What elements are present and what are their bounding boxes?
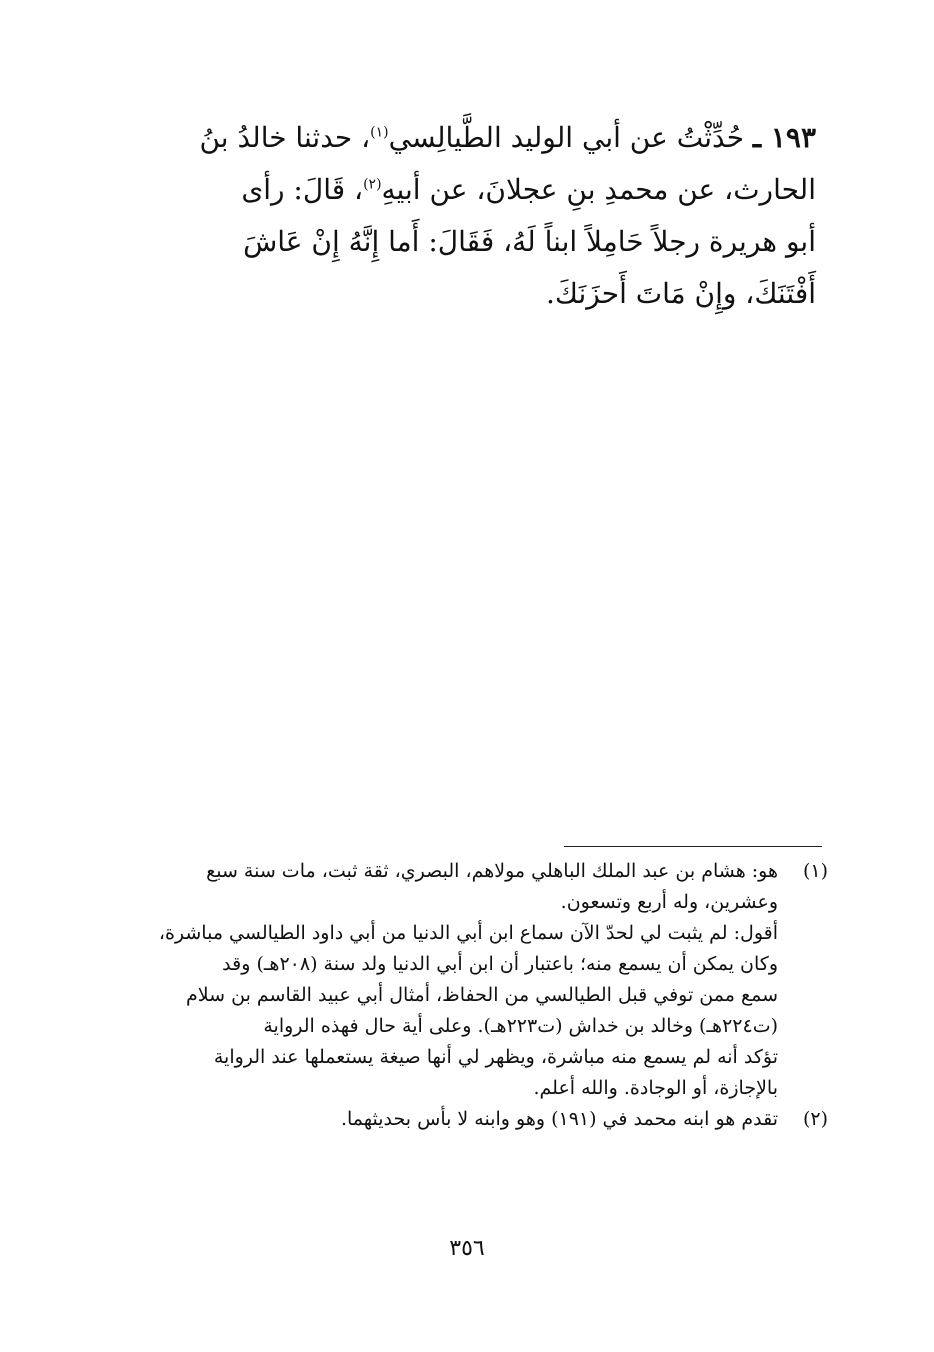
footnotes-section [108,856,828,1135]
hadith-line-2 [116,164,816,216]
footnote-1-line-7: تؤكد أنه لم يسمع منه مباشرة، ويظهر لي أنها صيغة يستعملها عند الرواية [213,1046,778,1068]
footnote-1-line-5: سمع ممن توفي قبل الطيالسي من الحفاظ، أمثال أبي عبيد القاسم بن سلام [186,984,778,1006]
hadith-text [116,112,816,320]
footnote-1-line-6: (ت٢٢٤هـ) وخالد بن خداش (ت٢٢٣هـ). وعلى أية حال فهذه الرواية [263,1015,778,1037]
footnote-ref-1: (١) [370,124,389,141]
hadith-line-4-text: أَفْتَنَكَ، وإِنْ مَاتَ أَحزَنَكَ. [546,277,816,310]
footnote-1-line-8: بالإجازة، أو الوجادة. والله أعلم. [533,1077,778,1099]
footnote-marker-2: (٢) [802,1108,828,1130]
footnote-1 [108,856,828,1104]
hadith-line-1 [116,112,816,164]
page-number: ٣٥٦ [449,1236,485,1261]
footnote-1-line-2: وعشرين، وله أربع وتسعون. [560,891,778,913]
footnote-ref-2: (٢) [363,176,382,193]
hadith-line-2-tail: ، قَالَ: رأى [241,173,364,206]
hadith-line-3 [116,216,816,268]
hadith-line-4 [116,268,816,320]
hadith-line-1-text: حُدِّثْتُ عن أبي الوليد الطَّيالِسي [388,121,745,154]
hadith-line-3-text: أبو هريرة رجلاً حَامِلاً ابناً لَهُ، فَقَالَ: أَما إِنَّهُ إِنْ عَاشَ [243,225,816,258]
footnote-1-line-1: هو: هشام بن عبد الملك الباهلي مولاهم، البصري، ثقة ثبت، مات سنة سبع [206,860,778,882]
footnote-separator [564,846,822,847]
footnote-2 [108,1104,828,1135]
hadith-line-2-text: الحارث، عن محمدِ بنِ عجلانَ، عن أبيهِ [381,173,816,206]
hadith-line-1-tail: ، حدثنا خالدُ بنُ [199,121,371,154]
footnote-1-line-3: أقول: لم يثبت لي لحدّ الآن سماع ابن أبي الدنيا من أبي داود الطيالسي مباشرة، [158,922,778,944]
footnote-1-line-4: وكان يمكن أن يسمع منه؛ باعتبار أن ابن أبي الدنيا ولد سنة (٢٠٨هـ) وقد [222,953,778,975]
footnote-2-line-1: تقدم هو ابنه محمد في (١٩١) وهو وابنه لا بأس بحديثهما. [340,1108,778,1130]
footnote-marker-1: (١) [802,860,828,882]
hadith-number: ١٩٣ ـ [752,121,816,154]
